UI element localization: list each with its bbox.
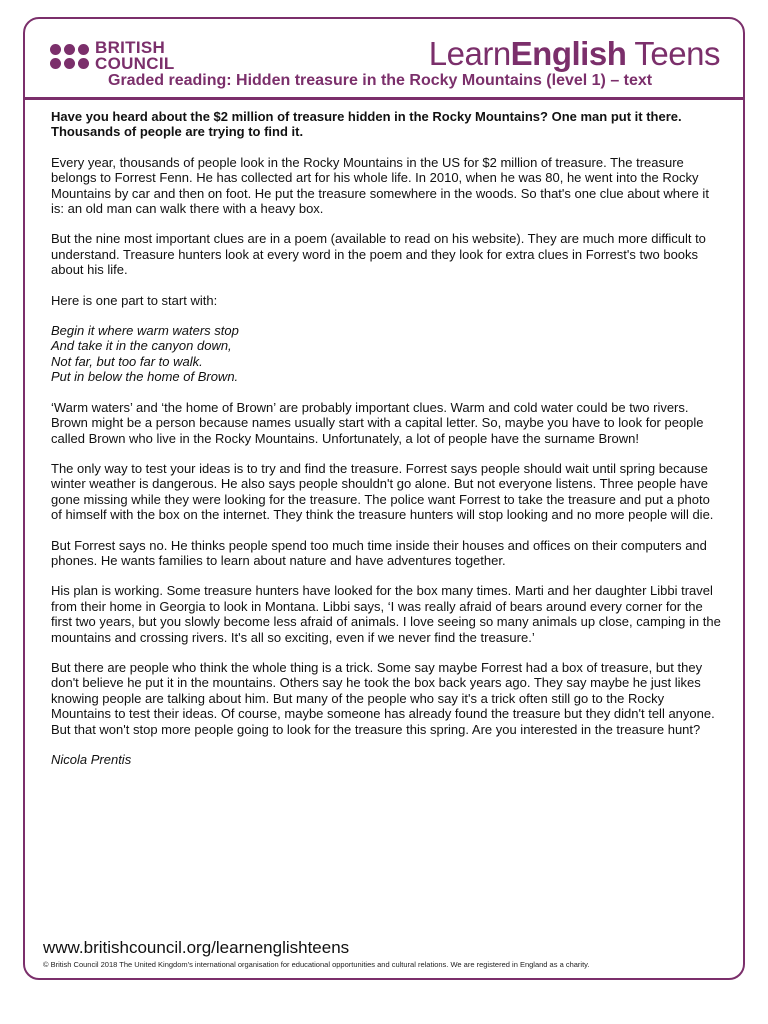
paragraph-5: The only way to test your ideas is to try and find the treasure. Forrest says people should wait until spring because winter weather is dangerous. He also says people shouldn't go alone. But not everyone listens. Three people have gone missing while they were looking for the treasure. The police want Forrest to take the treasure and put a photo of himself with the box on the internet. They think the treasure hunters will stop looking and no more people will die. [51,460,714,523]
learnenglish-teens-logo[interactable]: LearnEnglish Teens [428,35,720,72]
paragraph-1: Every year, thousands of people look in the Rocky Mountains in the US for $2 million of treasure. The treasure belongs to Forrest Fenn. He has collected art for his whole life. In 2010, when he was 80, he went into the Rocky Mountains by car and then on foot. He put the treasure somewhere in the woods. So that's one clue about where it is: an old man can walk there with a heavy box. [51,154,709,217]
poem-line: Begin it where warm waters stop [51,323,239,339]
footer-url-link[interactable]: www.britishcouncil.org/learnenglishteens [43,938,350,957]
article-body [51,109,721,782]
poem-excerpt [51,323,721,385]
article-intro: Have you heard about the $2 million of treasure hidden in the Rocky Mountains? One man put it there. Thousands of people are trying to find it. [51,109,682,140]
poem-line: Put in below the home of Brown. [51,369,239,385]
british-council-logo[interactable] [50,36,175,76]
british-council-wordmark: BRITISH COUNCIL [95,38,175,73]
paragraph-6: But Forrest says no. He thinks people spend too much time inside their houses and offices on their computers and phones. He wants families to learn about nature and have adventures together. [51,537,707,568]
footer-copyright: © British Council 2018 The United Kingdom's international organisation for educational opportunities and cultural relations. We are registered in England as a charity. [43,960,590,969]
header-divider [25,97,743,100]
paragraph-4: ‘Warm waters’ and ‘the home of Brown’ are probably important clues. Warm and cold water could be two rivers. Brown might be a person because names usually start with a capital letter. So, maybe you have to look for people called Brown who live in the Rocky Mountains. Unfortunately, a lot of people have the surname Brown! [51,399,704,446]
poem-line: And take it in the canyon down, [51,338,232,354]
paragraph-2: But the nine most important clues are in a poem (available to read on his website). They are much more difficult to understand. Treasure hunters look at every word in the poem and they look for extra clues in Forrest's two books about his life. [51,231,706,278]
paragraph-7: His plan is working. Some treasure hunters have looked for the box many times. Marti and her daughter Libbi travel from their home in Georgia to look in Montana. Libbi says, ‘I was really afraid of bears around every corner for the first two years, but you slowly become less afraid of animals. I love seeing so many animals up close, camping in the mountains and crossing rivers. It's all so exciting, even if we never find the treasure.’ [51,583,721,645]
page-title: Graded reading: Hidden treasure in the Rocky Mountains (level 1) – text [108,72,653,89]
paragraph-8: But there are people who think the whole thing is a trick. Some say maybe Forrest had a box of treasure, but they don't believe he put it in the mountains. Others say he took the box back years ago. They say maybe he just likes knowing people are talking about him. But many of the people who say it's a trick often still go to the Rocky Mountains to test their ideas. Of course, maybe someone has already found the treasure but they didn't tell anyone. But that won't stop more people going to look for the treasure this spring. Are you interested in the treasure hunt? [51,659,715,737]
author-name: Nicola Prentis [51,752,132,767]
poem-line: Not far, but too far to walk. [51,353,203,369]
paragraph-3: Here is one part to start with: [51,292,218,308]
british-council-dots-icon [50,44,89,69]
